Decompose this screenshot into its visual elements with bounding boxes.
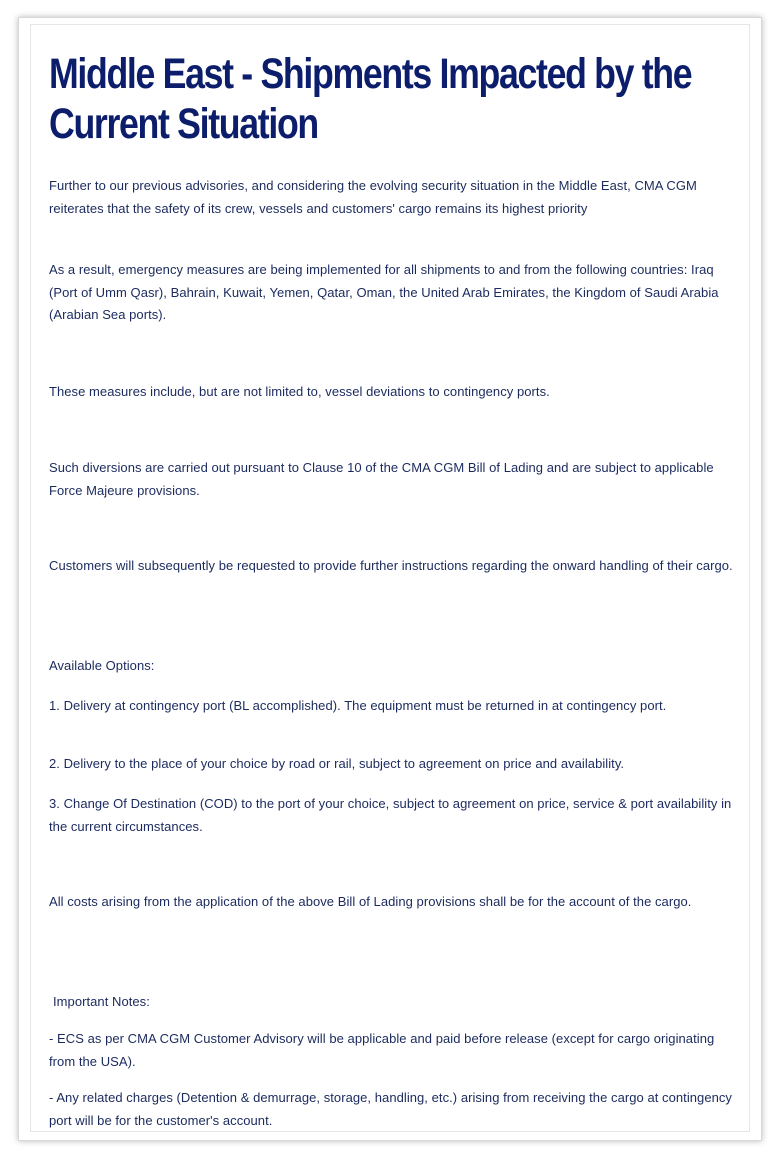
instructions-paragraph: Customers will subsequently be requested to provide further instructions regarding the onward handling of their cargo.	[49, 558, 733, 573]
countries-paragraph: As a result, emergency measures are being implemented for all shipments to and from the following countries: Iraq (Port of Umm Qasr), Bahrain, Kuwait, Yemen, Qatar, Oman, the United Arab Emirates, the Kingdom of Saudi Arabia (Arabian Sea ports).	[49, 262, 719, 322]
diversions-paragraph: Such diversions are carried out pursuant to Clause 10 of the CMA CGM Bill of Lading and are subject to applicable Force Majeure provisions.	[49, 460, 714, 498]
intro-paragraph: Further to our previous advisories, and considering the evolving security situation in the Middle East, CMA CGM reiterates that the safety of its crew, vessels and customers' cargo remains its highest priority	[49, 178, 697, 216]
note-item: - Any related charges (Detention & demurrage, storage, handling, etc.) arising from receiving the cargo at contingency port will be for the customer's account.	[49, 1090, 732, 1128]
options-heading: Available Options:	[49, 658, 155, 673]
measures-paragraph: These measures include, but are not limited to, vessel deviations to contingency ports.	[49, 384, 550, 399]
costs-paragraph: All costs arising from the application of the above Bill of Lading provisions shall be for the account of the cargo.	[49, 894, 692, 909]
page-title: Middle East - Shipments Impacted by the Current Situation	[49, 50, 692, 148]
advisory-content	[30, 24, 750, 1132]
option-item: 2. Delivery to the place of your choice by road or rail, subject to agreement on price and availability.	[49, 756, 625, 771]
option-item: 1. Delivery at contingency port (BL accomplished). The equipment must be returned in at contingency port.	[49, 698, 667, 713]
option-item: 3. Change Of Destination (COD) to the port of your choice, subject to agreement on price, service & port availability in the current circumstances.	[49, 796, 732, 834]
note-item: - ECS as per CMA CGM Customer Advisory will be applicable and paid before release (except for cargo originating from the USA).	[49, 1031, 715, 1069]
notes-heading: Important Notes:	[53, 994, 150, 1009]
advisory-card	[18, 17, 762, 1141]
